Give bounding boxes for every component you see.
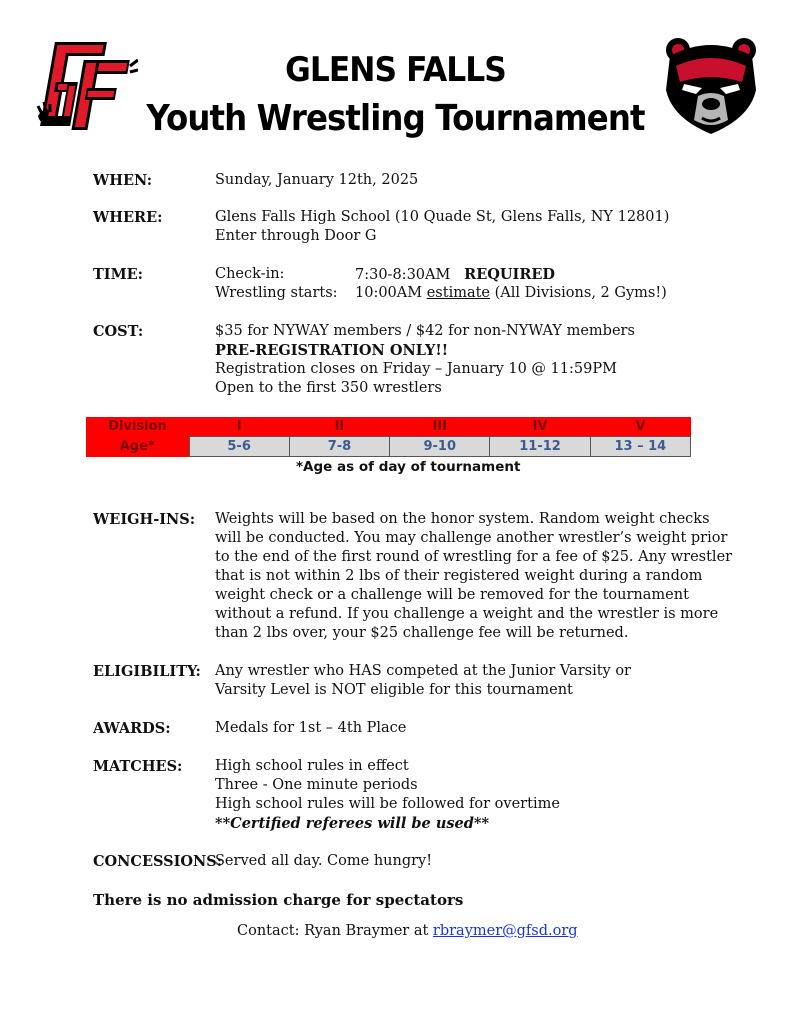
age-range: 11-12: [490, 437, 590, 457]
matches-text: [215, 757, 560, 833]
cost-line-4: Open to the first 350 wrestlers: [215, 380, 442, 396]
division-name: II: [289, 417, 389, 437]
eligibility-line-2: Varsity Level is NOT eligible for this tournament: [215, 682, 573, 698]
time-label: TIME:: [93, 266, 144, 283]
age-header: Age*: [86, 437, 189, 457]
when-value: Sunday, January 12th, 2025: [215, 172, 419, 188]
division-row: [86, 417, 691, 437]
cost-line-1: $35 for NYWAY members / $42 for non-NYWAY members: [215, 323, 635, 339]
age-range: 13 – 14: [590, 437, 690, 457]
starts-value: [355, 284, 667, 303]
division-name: III: [390, 417, 490, 437]
cost-label: COST:: [93, 323, 144, 340]
weighins-text: [215, 510, 732, 643]
title-line-1: GLENS FALLS: [285, 50, 506, 90]
weighins-label: WEIGH-INS:: [93, 511, 196, 528]
age-footnote: *Age as of day of tournament: [296, 459, 521, 475]
weighins-line: that is not within 2 lbs of their registered weight during a random: [215, 568, 703, 584]
where-line-2: Enter through Door G: [215, 228, 377, 244]
age-row: [86, 437, 691, 457]
cost-line-3: Registration closes on Friday – January 10 @ 11:59PM: [215, 361, 617, 377]
contact-prefix: Contact: Ryan Braymer at: [237, 923, 429, 939]
age-range: 7-8: [289, 437, 389, 457]
matches-label: MATCHES:: [93, 758, 183, 775]
division-table: [86, 417, 691, 457]
where-value: [215, 208, 669, 246]
matches-line-2: Three - One minute periods: [215, 777, 418, 793]
concessions-value: Served all day. Come hungry!: [215, 853, 433, 869]
division-header: Division: [86, 417, 189, 437]
cost-preregistration: PRE-REGISTRATION ONLY!!: [215, 342, 449, 359]
matches-line-1: High school rules in effect: [215, 758, 409, 774]
weighins-line: will be conducted. You may challenge another wrestler’s weight prior: [215, 530, 728, 546]
weighins-line: weight check or a challenge will be removed for the tournament: [215, 587, 689, 603]
division-name: V: [590, 417, 690, 437]
division-name: IV: [490, 417, 590, 437]
matches-referees: **Certified referees will be used**: [215, 815, 490, 832]
age-range: 5-6: [189, 437, 289, 457]
title-line-2: Youth Wrestling Tournament: [146, 98, 645, 139]
checkin-time: 7:30-8:30AM: [355, 267, 451, 283]
eligibility-label: ELIGIBILITY:: [93, 663, 201, 680]
starts-estimate: estimate: [426, 285, 491, 301]
eligibility-text: [215, 662, 631, 700]
age-range: 9-10: [390, 437, 490, 457]
weighins-line: without a refund. If you challenge a weight and the wrestler is more: [215, 606, 719, 622]
matches-line-3: High school rules will be followed for overtime: [215, 796, 560, 812]
weighins-line: to the end of the first round of wrestling for a fee of $25. Any wrestler: [215, 549, 733, 565]
starts-time: 10:00AM: [355, 285, 423, 301]
starts-label: Wrestling starts:: [215, 285, 338, 301]
weighins-line: Weights will be based on the honor system. Random weight checks: [215, 511, 710, 527]
eligibility-line-1: Any wrestler who HAS competed at the Junior Varsity or: [215, 663, 631, 679]
awards-value: Medals for 1st – 4th Place: [215, 720, 407, 736]
division-name: I: [189, 417, 289, 437]
starts-note: (All Divisions, 2 Gyms!): [494, 285, 667, 301]
cost-value: [215, 322, 635, 398]
checkin-required: REQUIRED: [464, 266, 556, 283]
awards-label: AWARDS:: [93, 720, 171, 737]
contact-email-link[interactable]: rbraymer@gfsd.org: [432, 923, 578, 939]
weighins-line: than 2 lbs over, your $25 challenge fee will be returned.: [215, 625, 629, 641]
checkin-label: Check-in:: [215, 266, 285, 282]
when-label: WHEN:: [93, 172, 153, 189]
admission-note: There is no admission charge for spectators: [93, 891, 464, 909]
where-line-1: Glens Falls High School (10 Quade St, Glens Falls, NY 12801): [215, 209, 670, 225]
checkin-value: [355, 265, 555, 285]
contact: [237, 922, 578, 941]
where-label: WHERE:: [93, 209, 163, 226]
concessions-label: CONCESSIONS:: [93, 853, 223, 870]
